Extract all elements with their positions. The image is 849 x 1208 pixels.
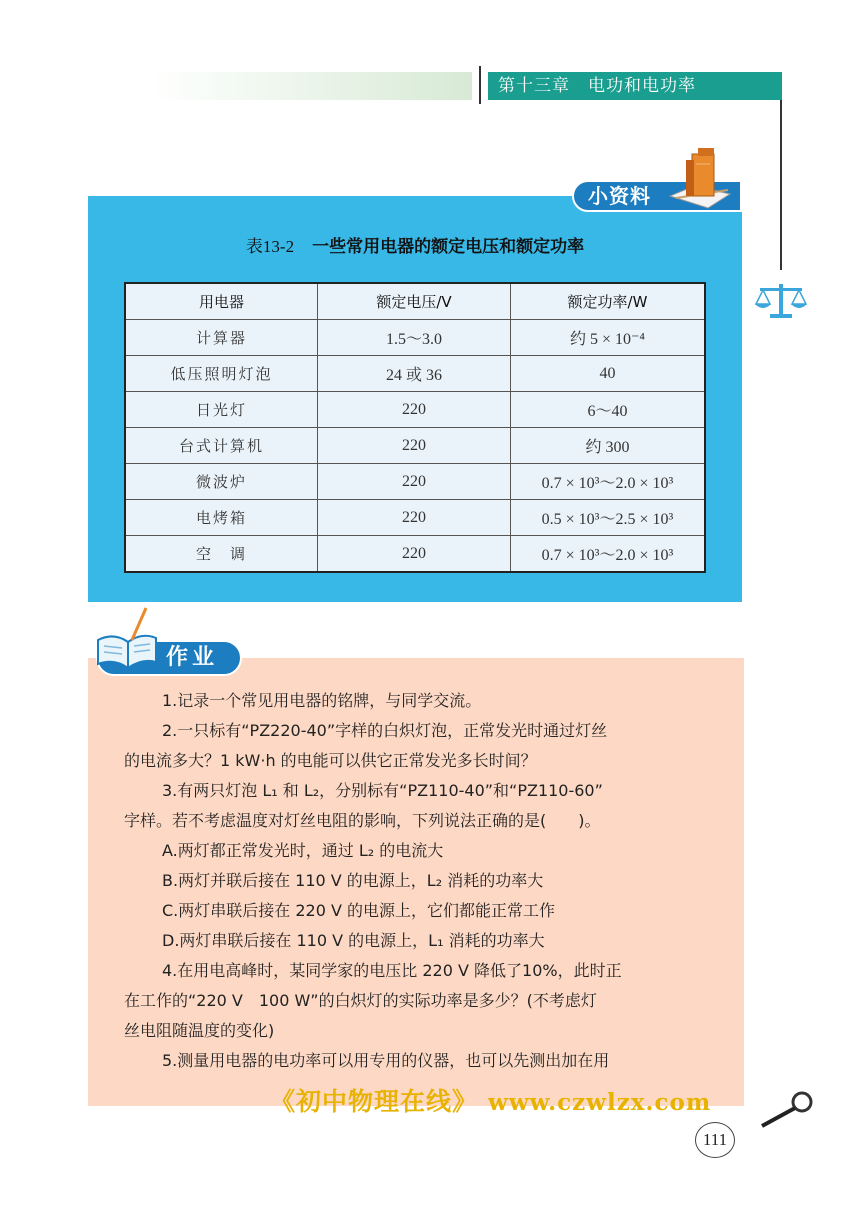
table-row [125,464,705,500]
margin-rule [780,100,782,270]
homework-line: 字样。若不考虑温度对灯丝电阻的影响，下列说法正确的是( )。 [124,811,601,830]
device-cell: 计算器 [125,320,318,356]
header-divider [479,66,481,104]
watermark [270,1082,711,1118]
power-cell: 约 300 [510,428,705,464]
books-icon [668,146,732,212]
table-row [125,536,705,573]
homework-line: 4.在用电高峰时，某同学家的电压比 220 V 降低了10%，此时正 [162,961,622,980]
table-row [125,428,705,464]
device-cell: 台式计算机 [125,428,318,464]
table-row [125,392,705,428]
homework-line: 的电流多大？1 kW·h 的电能可以供它正常发光多长时间？ [124,751,537,770]
table-number: 表13-2 [245,237,295,256]
power-cell: 0.5 × 10³～2.5 × 10³ [510,500,705,536]
table-header-row [125,283,705,320]
power-cell: 约 5 × 10⁻⁴ [510,320,705,356]
table-row [125,320,705,356]
table-title [88,232,742,257]
voltage-cell: 220 [318,392,511,428]
voltage-cell: 1.5～3.0 [318,320,511,356]
header-gradient-bar [150,72,472,100]
device-cell: 微波炉 [125,464,318,500]
homework-option: C.两灯串联后接在 220 V 的电源上，它们都能正常工作 [162,901,556,920]
magnifier-icon [758,1090,818,1130]
voltage-cell: 220 [318,428,511,464]
voltage-cell: 220 [318,500,511,536]
page-number: 111 [695,1122,735,1158]
chapter-title: 第十三章 电功和电功率 [488,72,782,100]
homework-line: 5.测量用电器的电功率可以用专用的仪器，也可以先测出加在用 [162,1051,610,1070]
homework-line: 3.有两只灯泡 L₁ 和 L₂，分别标有“PZ110-40”和“PZ110-60” [162,781,603,800]
watermark-title: 《初中物理在线》 [270,1087,479,1116]
appliance-table [124,282,706,573]
column-header: 用电器 [125,283,318,320]
voltage-cell: 220 [318,464,511,500]
device-cell: 空 调 [125,536,318,573]
power-cell: 6～40 [510,392,705,428]
voltage-cell: 220 [318,536,511,573]
open-book-icon [92,606,162,670]
homework-line: 在工作的“220 V 100 W”的白炽灯的实际功率是多少？(不考虑灯 [124,991,597,1010]
homework-option: D.两灯串联后接在 110 V 的电源上，L₁ 消耗的功率大 [162,931,545,950]
homework-badge-label: 作业 [166,645,219,670]
device-cell: 低压照明灯泡 [125,356,318,392]
homework-option: A.两灯都正常发光时，通过 L₂ 的电流大 [162,841,444,860]
power-cell: 0.7 × 10³～2.0 × 10³ [510,464,705,500]
balance-scale-icon [752,280,810,320]
watermark-url: www.czwlzx.com [488,1089,712,1116]
table-row [125,500,705,536]
homework-line: 1.记录一个常见用电器的铭牌，与同学交流。 [162,691,482,710]
homework-text [124,686,724,1076]
column-header: 额定功率/W [510,283,705,320]
homework-line: 丝电阻随温度的变化) [124,1021,275,1040]
homework-option: B.两灯并联后接在 110 V 的电源上，L₂ 消耗的功率大 [162,871,544,890]
table-caption: 一些常用电器的额定电压和额定功率 [312,237,585,257]
column-header: 额定电压/V [318,283,511,320]
info-badge-label: 小资料 [588,184,651,208]
power-cell: 0.7 × 10³～2.0 × 10³ [510,536,705,573]
device-cell: 电烤箱 [125,500,318,536]
device-cell: 日光灯 [125,392,318,428]
power-cell: 40 [510,356,705,392]
table-row [125,356,705,392]
homework-line: 2.一只标有“PZ220-40”字样的白炽灯泡，正常发光时通过灯丝 [162,721,608,740]
voltage-cell: 24 或 36 [318,356,511,392]
